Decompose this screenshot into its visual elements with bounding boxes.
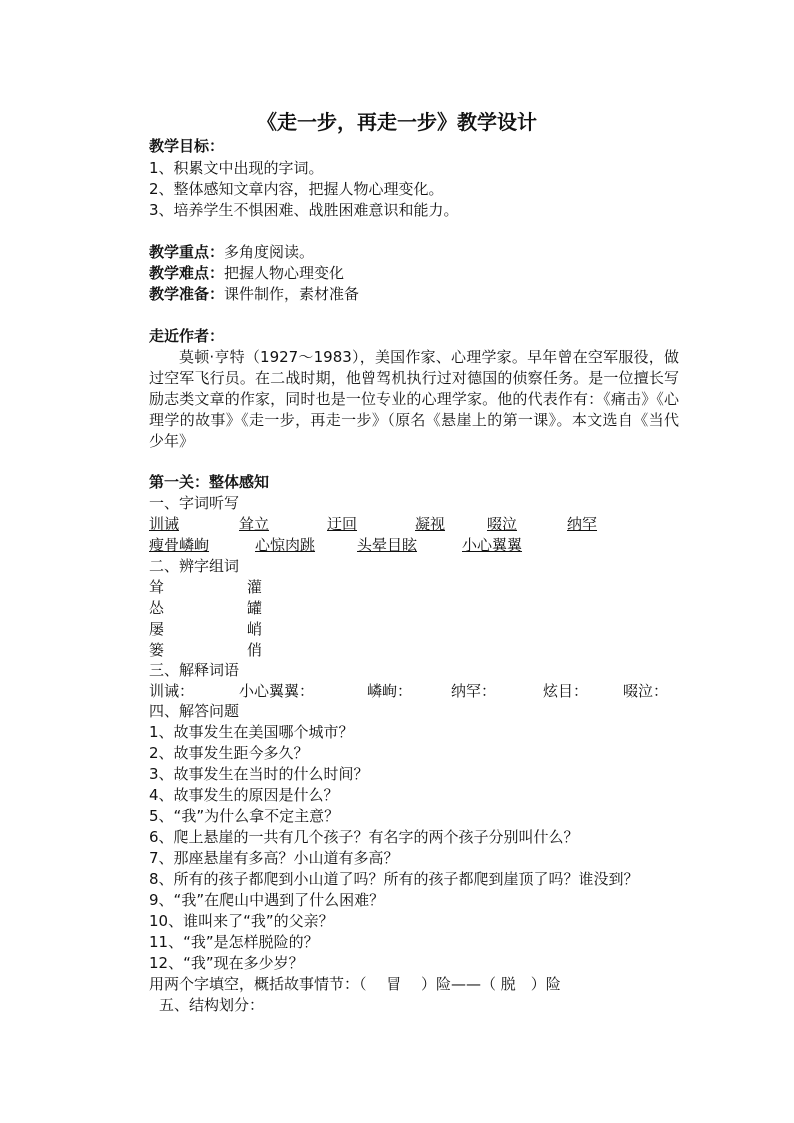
prep-line <box>149 284 359 305</box>
char-pair-row <box>149 598 349 619</box>
goals-heading: 教学目标： <box>149 137 225 155</box>
char-pair-row <box>149 619 349 640</box>
prep-label: 教学准备： <box>149 285 225 303</box>
summary-line: 用两个字填空，概括故事情节：（ 冒 ）险——（ 脱 ）险 <box>149 975 561 993</box>
dictation-row-2 <box>149 535 679 556</box>
goal-item: 1、积累文中出现的字词。 <box>149 159 324 177</box>
char-pair-left: 怂 <box>149 599 165 617</box>
question-item: 7、那座悬崖有多高？小山道有多高？ <box>149 849 399 867</box>
difficulty-value: 把握人物心理变化 <box>224 264 345 282</box>
char-pair-left: 耸 <box>149 578 165 596</box>
dictation-word: 耸立 <box>239 515 270 533</box>
author-paragraph: 莫顿·亨特（1927～1983），美国作家、心理学家。早年曾在空军服役，做过空军飞行员。在二战时期，他曾驾机执行过对德国的侦察任务。是一位擅长写励志类文章的作家，同时也是一位专业的心理学家。他的代表作有：《痛击》《心理学的故事》《走一步，再走一步》（原名《悬崖上的第一课》。本文选自《当代少年》 <box>149 348 679 450</box>
explain-word: 嶙峋： <box>367 682 413 700</box>
question-item: 10、谁叫来了“我”的父亲？ <box>149 912 334 930</box>
question-item: 4、故事发生的原因是什么？ <box>149 786 339 804</box>
char-pair-right: 灌 <box>247 578 263 596</box>
explain-word: 啜泣： <box>623 682 669 700</box>
question-item: 1、故事发生在美国哪个城市？ <box>149 723 354 741</box>
sec5-heading: 五、结构划分： <box>159 996 265 1014</box>
explain-word: 炫目： <box>543 682 589 700</box>
explain-row <box>149 681 679 702</box>
difficulty-label: 教学难点： <box>149 264 225 282</box>
char-pair-row <box>149 640 349 661</box>
page-title: 《走一步，再走一步》教学设计 <box>257 110 537 134</box>
focus-value: 多角度阅读。 <box>224 243 315 261</box>
char-pair-row <box>149 577 349 598</box>
question-item: 2、故事发生距今多久？ <box>149 744 309 762</box>
sec4-heading: 四、解答问题 <box>149 702 240 720</box>
goal-item: 2、整体感知文章内容，把握人物心理变化。 <box>149 180 444 198</box>
sec3-heading: 三、解释词语 <box>149 661 240 679</box>
sec2-heading: 二、辨字组词 <box>149 557 240 575</box>
explain-word: 小心翼翼： <box>239 682 315 700</box>
dictation-word: 迂回 <box>327 515 358 533</box>
dictation-row-1 <box>149 514 679 535</box>
question-item: 3、故事发生在当时的什么时间？ <box>149 765 369 783</box>
focus-label: 教学重点： <box>149 243 225 261</box>
question-item: 6、爬上悬崖的一共有几个孩子？有名字的两个孩子分别叫什么？ <box>149 828 579 846</box>
dictation-word: 纳罕 <box>567 515 598 533</box>
dictation-word: 瘦骨嶙峋 <box>149 536 210 554</box>
question-item: 9、“我”在爬山中遇到了什么困难？ <box>149 891 385 909</box>
question-item: 11、“我”是怎样脱险的？ <box>149 933 319 951</box>
char-pair-right: 俏 <box>247 641 263 659</box>
goal-item: 3、培养学生不惧困难、战胜困难意识和能力。 <box>149 201 459 219</box>
dictation-word: 凝视 <box>415 515 446 533</box>
difficulty-line <box>149 263 344 284</box>
author-heading: 走近作者： <box>149 327 225 345</box>
dictation-word: 心惊肉跳 <box>255 536 316 554</box>
focus-line <box>149 242 314 263</box>
question-item: 12、“我”现在多少岁？ <box>149 954 304 972</box>
explain-word: 训诫： <box>149 682 195 700</box>
sec1-heading: 一、字词听写 <box>149 494 240 512</box>
char-pair-right: 峭 <box>247 620 263 638</box>
explain-word: 纳罕： <box>451 682 497 700</box>
stage1-heading: 第一关：整体感知 <box>149 473 270 491</box>
dictation-word: 训诫 <box>149 515 180 533</box>
char-pair-left: 屡 <box>149 620 165 638</box>
question-item: 5、“我”为什么拿不定主意？ <box>149 807 340 825</box>
dictation-word: 啜泣 <box>487 515 518 533</box>
question-item: 8、所有的孩子都爬到小山道了吗？所有的孩子都爬到崖顶了吗？谁没到？ <box>149 870 639 888</box>
char-pair-right: 罐 <box>247 599 263 617</box>
dictation-word: 小心翼翼 <box>462 536 523 554</box>
dictation-word: 头晕目眩 <box>357 536 418 554</box>
char-pair-left: 篓 <box>149 641 165 659</box>
prep-value: 课件制作，素材准备 <box>224 285 360 303</box>
